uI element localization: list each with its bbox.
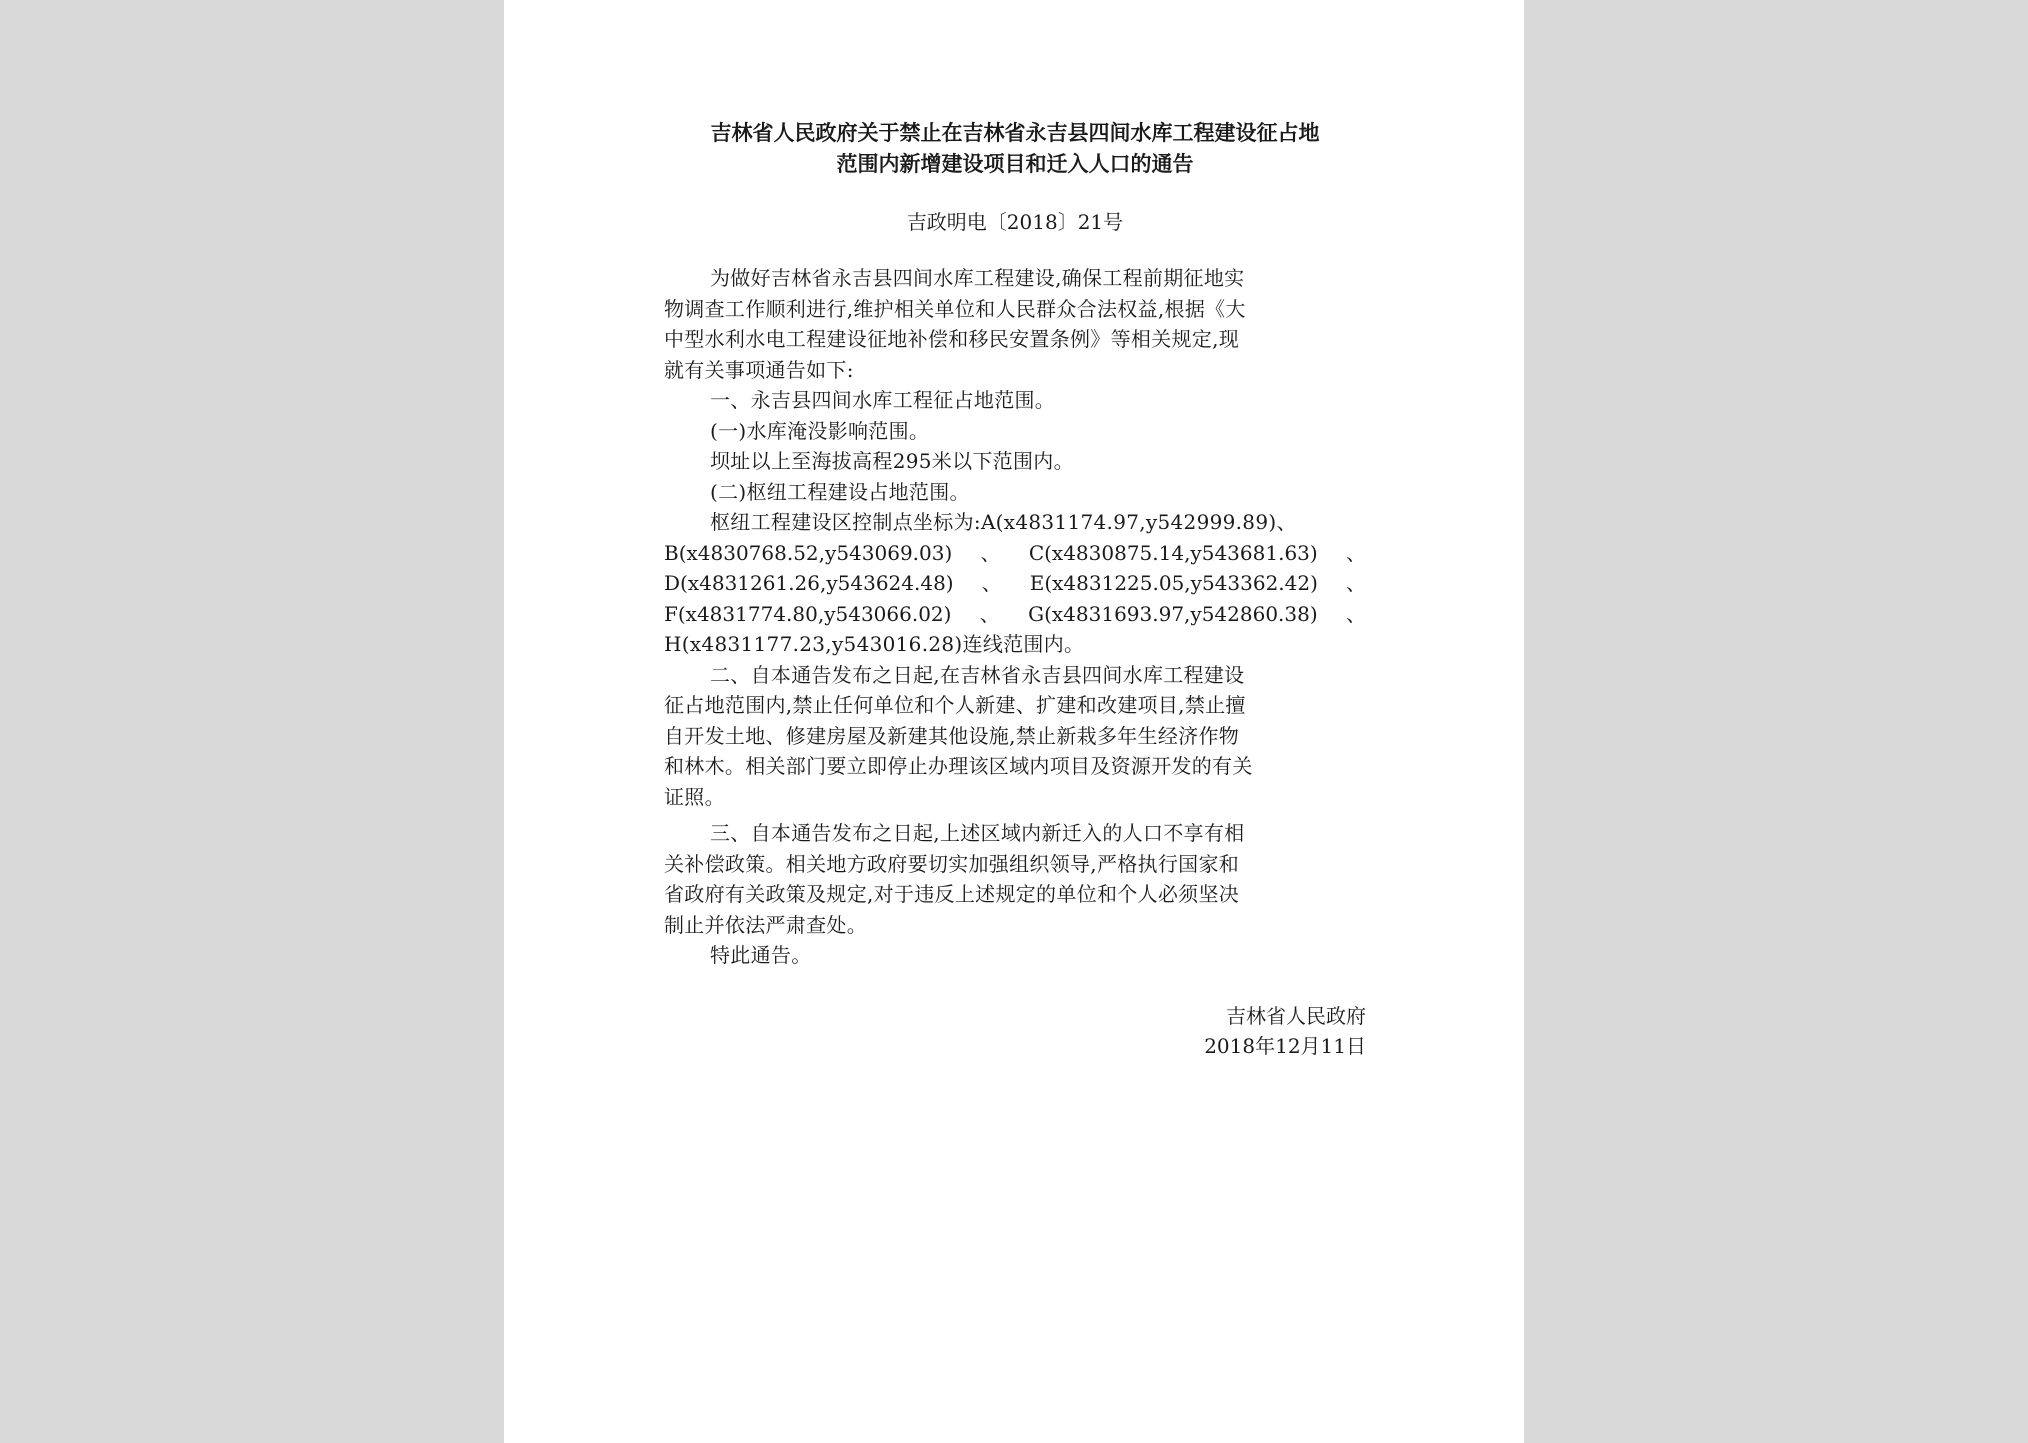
section-3 [664, 818, 1366, 971]
signer-name: 吉林省人民政府 [1226, 1003, 1366, 1028]
coordinate-point: G(x4831693.97,y542860.38) [1028, 601, 1318, 626]
section-2-line: 证照。 [664, 784, 725, 809]
section-1 [664, 385, 1366, 538]
intro-line: 物调查工作顺利进行,维护相关单位和人民群众合法权益,根据《大 [664, 296, 1246, 321]
coordinate-last-line: H(x4831177.23,y543016.28)连线范围内。 [664, 632, 1085, 656]
coordinate-separator: 、 [1346, 601, 1366, 626]
coordinate-row [664, 568, 1366, 599]
section-2-line: 和林木。相关部门要立即停止办理该区域内项目及资源开发的有关 [664, 754, 1253, 778]
document-title [664, 118, 1366, 180]
coordinate-row [664, 538, 1366, 569]
section-2-line: 征占地范围内,禁止任何单位和个人新建、扩建和改建项目,禁止擅 [664, 693, 1246, 717]
intro-line: 就有关事项通告如下: [664, 357, 854, 382]
subsection-1-heading: (一)水库淹没影响范围。 [710, 418, 930, 443]
subsection-2-heading: (二)枢纽工程建设占地范围。 [710, 479, 970, 504]
coordinate-point: B(x4830768.52,y543069.03) [664, 540, 953, 565]
closing-line: 特此通告。 [710, 943, 812, 967]
coordinate-separator: 、 [981, 571, 1002, 595]
section-3-line: 关补偿政策。相关地方政府要切实加强组织领导,严格执行国家和 [664, 851, 1240, 876]
signature-block [664, 1001, 1366, 1062]
coordinate-row [664, 599, 1366, 630]
section-2-line: 自开发土地、修建房屋及新建其他设施,禁止新栽多年生经济作物 [664, 723, 1240, 748]
coordinate-point: F(x4831774.80,y543066.02) [664, 601, 952, 626]
intro-line: 为做好吉林省永吉县四间水库工程建设,确保工程前期征地实 [710, 266, 1245, 290]
coordinate-separator: 、 [980, 540, 1001, 565]
document-content [664, 118, 1366, 1062]
coordinate-point: E(x4831225.05,y543362.42) [1029, 571, 1318, 595]
section-1-heading: 一、永吉县四间水库工程征占地范围。 [710, 388, 1056, 412]
coordinate-separator: 、 [1345, 571, 1366, 595]
document-page [504, 0, 1524, 1443]
section-3-line: 省政府有关政策及规定,对于违反上述规定的单位和个人必须坚决 [664, 882, 1240, 906]
section-3-line: 三、自本通告发布之日起,上述区域内新迁入的人口不享有相 [710, 821, 1245, 845]
section-2-line: 二、自本通告发布之日起,在吉林省永吉县四间水库工程建设 [710, 662, 1245, 687]
coordinate-separator: 、 [979, 601, 1000, 626]
coordinate-point: D(x4831261.26,y543624.48) [664, 571, 954, 595]
coordinate-point: C(x4830875.14,y543681.63) [1028, 540, 1318, 565]
document-number: 吉政明电〔2018〕21号 [906, 210, 1124, 234]
signature-date: 2018年12月11日 [1204, 1034, 1366, 1058]
coordinate-separator: 、 [1345, 540, 1366, 565]
coordinate-last [664, 629, 1366, 660]
title-line-2: 范围内新增建设项目和迁入人口的通告 [836, 152, 1194, 176]
subsection-1-text: 坝址以上至海拔高程295米以下范围内。 [710, 449, 1074, 473]
title-line-1: 吉林省人民政府关于禁止在吉林省永吉县四间水库工程建设征占地 [710, 121, 1320, 145]
subsection-2-text: 枢纽工程建设区控制点坐标为:A(x4831174.97,y542999.89)、 [710, 510, 1297, 534]
section-2 [664, 660, 1366, 813]
intro-line: 中型水利水电工程建设征地补偿和移民安置条例》等相关规定,现 [664, 327, 1240, 351]
section-3-line: 制止并依法严肃查处。 [664, 912, 867, 937]
intro-paragraph [664, 263, 1366, 385]
